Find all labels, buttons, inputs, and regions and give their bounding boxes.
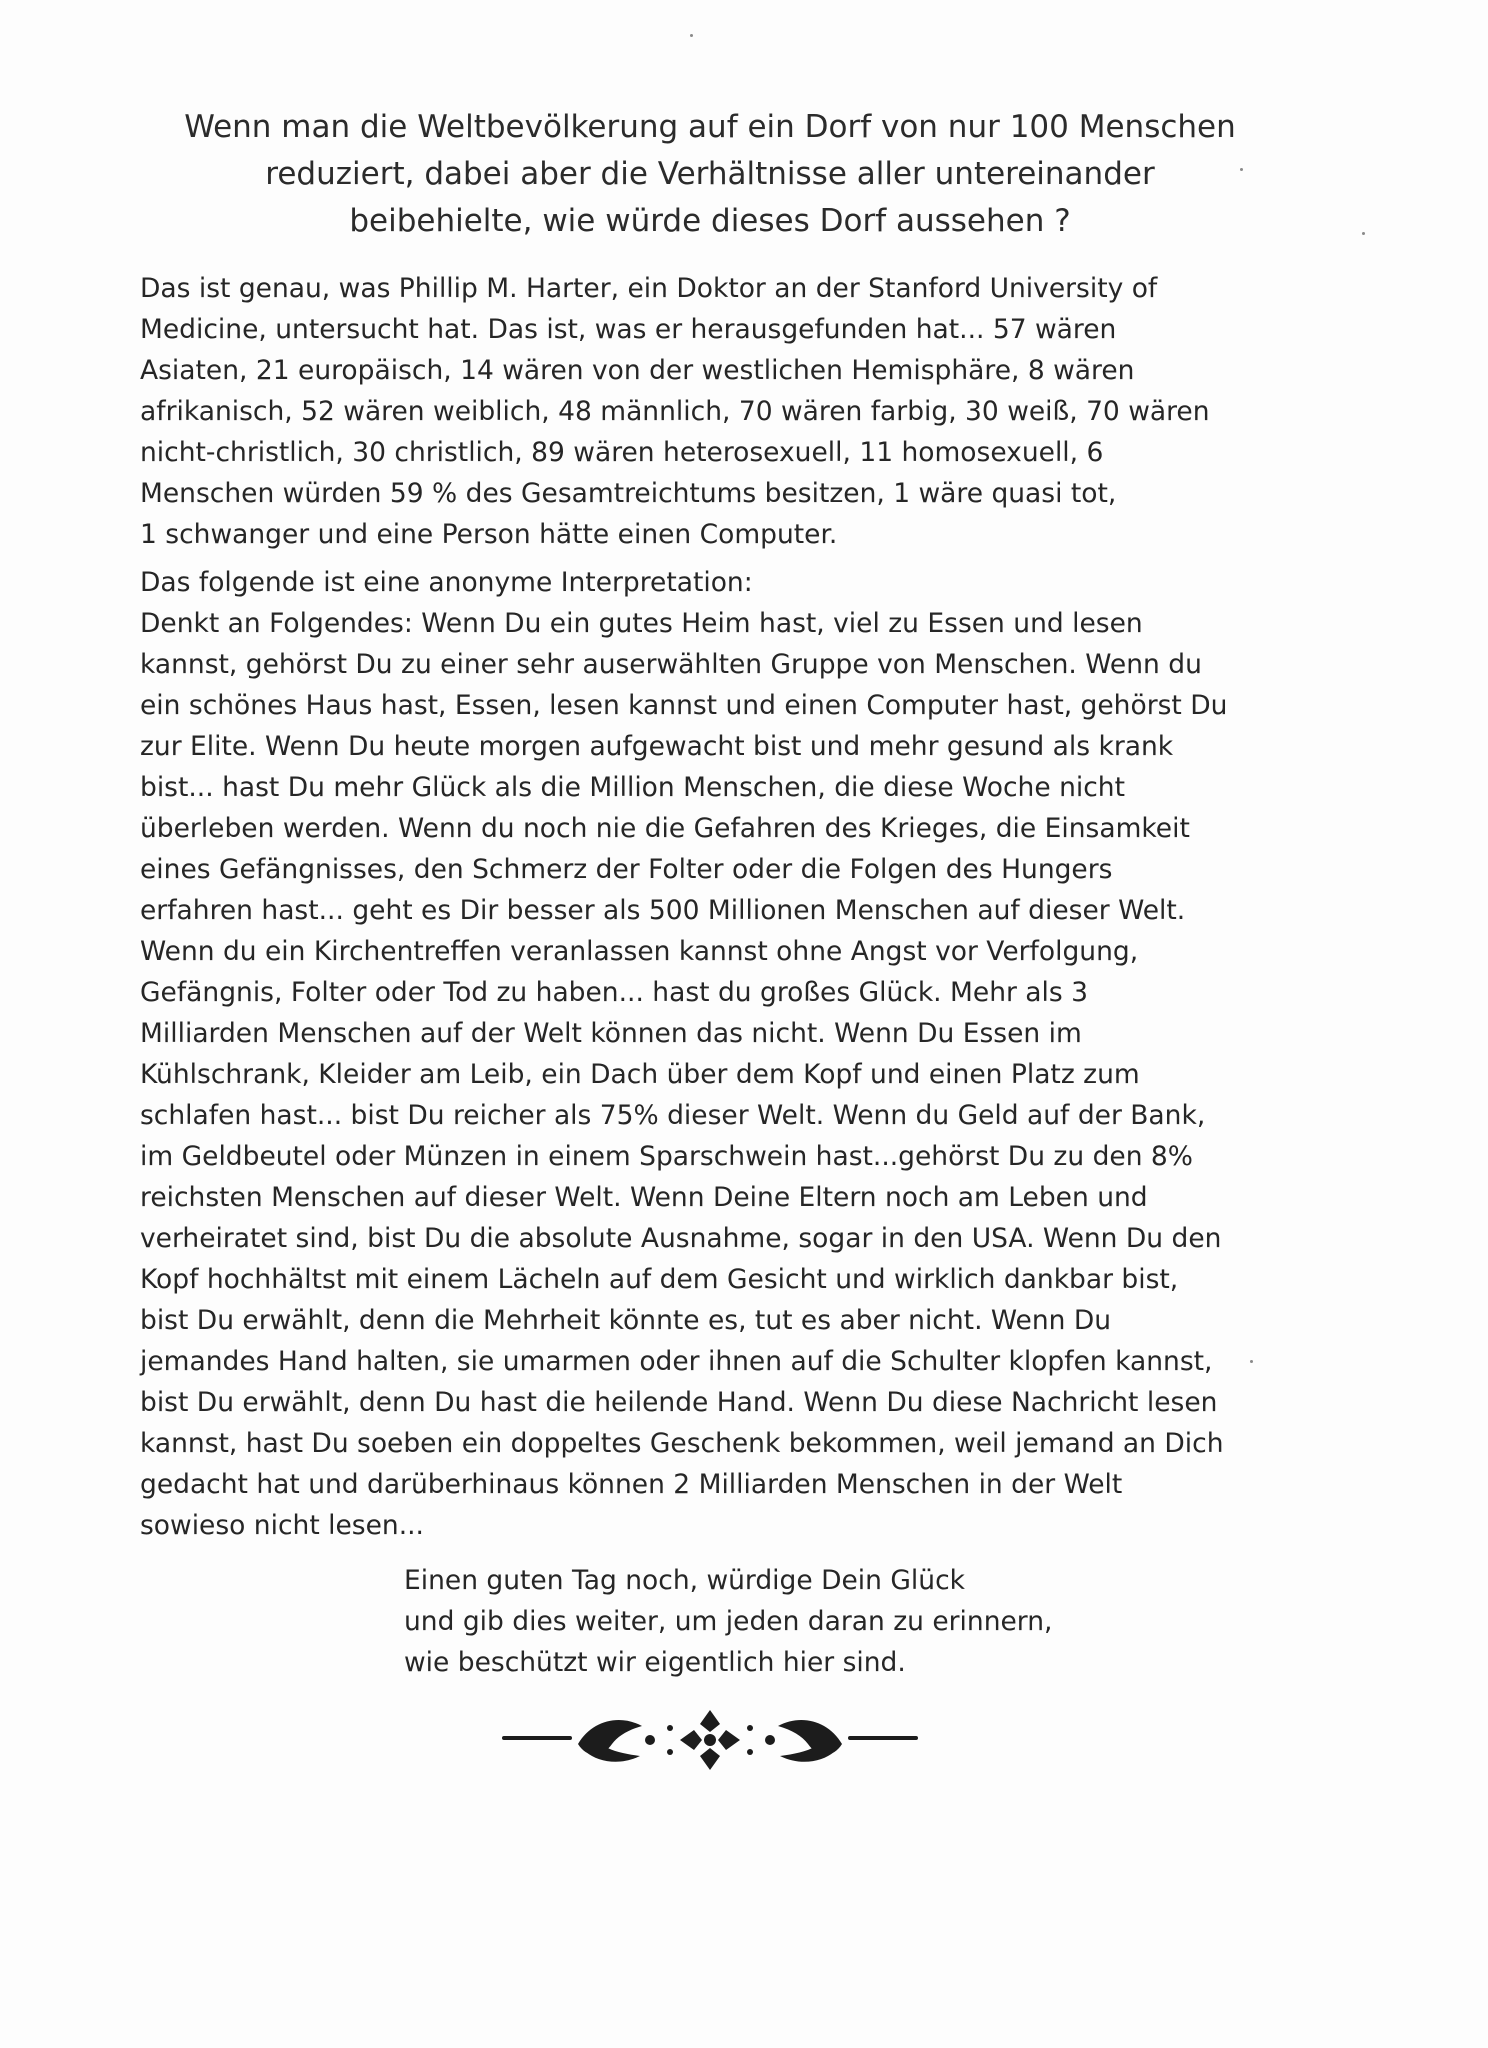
text-line: kannst, gehörst Du zu einer sehr auserwählten Gruppe von Menschen. Wenn du [140, 649, 1202, 680]
scan-speck [1250, 1360, 1253, 1363]
text-line: Asiaten, 21 europäisch, 14 wären von der westlichen Hemisphäre, 8 wären [140, 355, 1135, 386]
text-line: jemandes Hand halten, sie umarmen oder ihnen auf die Schulter klopfen kannst, [140, 1346, 1213, 1377]
text-line: 1 schwanger und eine Person hätte einen Computer. [140, 519, 838, 550]
closing-verse [404, 1560, 1052, 1683]
text-line: gedacht hat und darüberhinaus können 2 Milliarden Menschen in der Welt [140, 1469, 1123, 1500]
title-line: reduziert, dabei aber die Verhältnisse aller untereinander [265, 156, 1155, 192]
document-title [140, 104, 1280, 245]
text-line: eines Gefängnisses, den Schmerz der Folter oder die Folgen des Hungers [140, 854, 1113, 885]
closing-line: und gib dies weiter, um jeden daran zu erinnern, [404, 1606, 1053, 1637]
text-line: Das ist genau, was Phillip M. Harter, ein Doktor an der Stanford University of [140, 273, 1158, 304]
text-line: Milliarden Menschen auf der Welt können das nicht. Wenn Du Essen im [140, 1018, 1082, 1049]
text-line: Denkt an Folgendes: Wenn Du ein gutes Heim hast, viel zu Essen und lesen [140, 608, 1143, 639]
text-line: ein schönes Haus hast, Essen, lesen kannst und einen Computer hast, gehörst Du [140, 690, 1228, 721]
text-line: überleben werden. Wenn du noch nie die Gefahren des Krieges, die Einsamkeit [140, 813, 1190, 844]
text-line: sowieso nicht lesen... [140, 1510, 424, 1541]
text-line: bist Du erwählt, denn die Mehrheit könnte es, tut es aber nicht. Wenn Du [140, 1305, 1112, 1336]
title-line: beibehielte, wie würde dieses Dorf aussehen ? [349, 203, 1071, 239]
scan-speck [1362, 232, 1365, 235]
paragraph-interpretation [140, 562, 1270, 1546]
closing-line: wie beschützt wir eigentlich hier sind. [404, 1647, 906, 1678]
text-line: schlafen hast... bist Du reicher als 75% dieser Welt. Wenn du Geld auf der Bank, [140, 1100, 1206, 1131]
text-line: zur Elite. Wenn Du heute morgen aufgewacht bist und mehr gesund als krank [140, 731, 1174, 762]
text-line: Menschen würden 59 % des Gesamtreichtums besitzen, 1 wäre quasi tot, [140, 478, 1117, 509]
text-line: afrikanisch, 52 wären weiblich, 48 männlich, 70 wären farbig, 30 weiß, 70 wären [140, 396, 1210, 427]
scan-speck [690, 34, 693, 37]
floral-divider-icon [500, 1700, 920, 1780]
text-line: bist Du erwählt, denn Du hast die heilende Hand. Wenn Du diese Nachricht lesen [140, 1387, 1218, 1418]
text-line: erfahren hast... geht es Dir besser als 500 Millionen Menschen auf dieser Welt. [140, 895, 1186, 926]
text-line: Kopf hochhältst mit einem Lächeln auf dem Gesicht und wirklich dankbar bist, [140, 1264, 1179, 1295]
text-line: bist... hast Du mehr Glück als die Million Menschen, die diese Woche nicht [140, 772, 1125, 803]
text-line: im Geldbeutel oder Münzen in einem Sparschwein hast...gehörst Du zu den 8% [140, 1141, 1193, 1172]
text-line: nicht-christlich, 30 christlich, 89 wären heterosexuell, 11 homosexuell, 6 [140, 437, 1104, 468]
text-line: Das folgende ist eine anonyme Interpretation: [140, 567, 753, 598]
text-line: Gefängnis, Folter oder Tod zu haben... hast du großes Glück. Mehr als 3 [140, 977, 1088, 1008]
text-line: reichsten Menschen auf dieser Welt. Wenn Deine Eltern noch am Leben und [140, 1182, 1148, 1213]
text-line: verheiratet sind, bist Du die absolute Ausnahme, sogar in den USA. Wenn Du den [140, 1223, 1222, 1254]
title-line: Wenn man die Weltbevölkerung auf ein Dorf von nur 100 Menschen [184, 109, 1236, 145]
text-line: Medicine, untersucht hat. Das ist, was er herausgefunden hat... 57 wären [140, 314, 1117, 345]
text-line: kannst, hast Du soeben ein doppeltes Geschenk bekommen, weil jemand an Dich [140, 1428, 1224, 1459]
paragraph-study-results [140, 268, 1270, 555]
text-line: Kühlschrank, Kleider am Leib, ein Dach über dem Kopf und einen Platz zum [140, 1059, 1140, 1090]
text-line: Wenn du ein Kirchentreffen veranlassen kannst ohne Angst vor Verfolgung, [140, 936, 1139, 967]
closing-line: Einen guten Tag noch, würdige Dein Glück [404, 1565, 965, 1596]
scan-speck [1240, 168, 1243, 171]
